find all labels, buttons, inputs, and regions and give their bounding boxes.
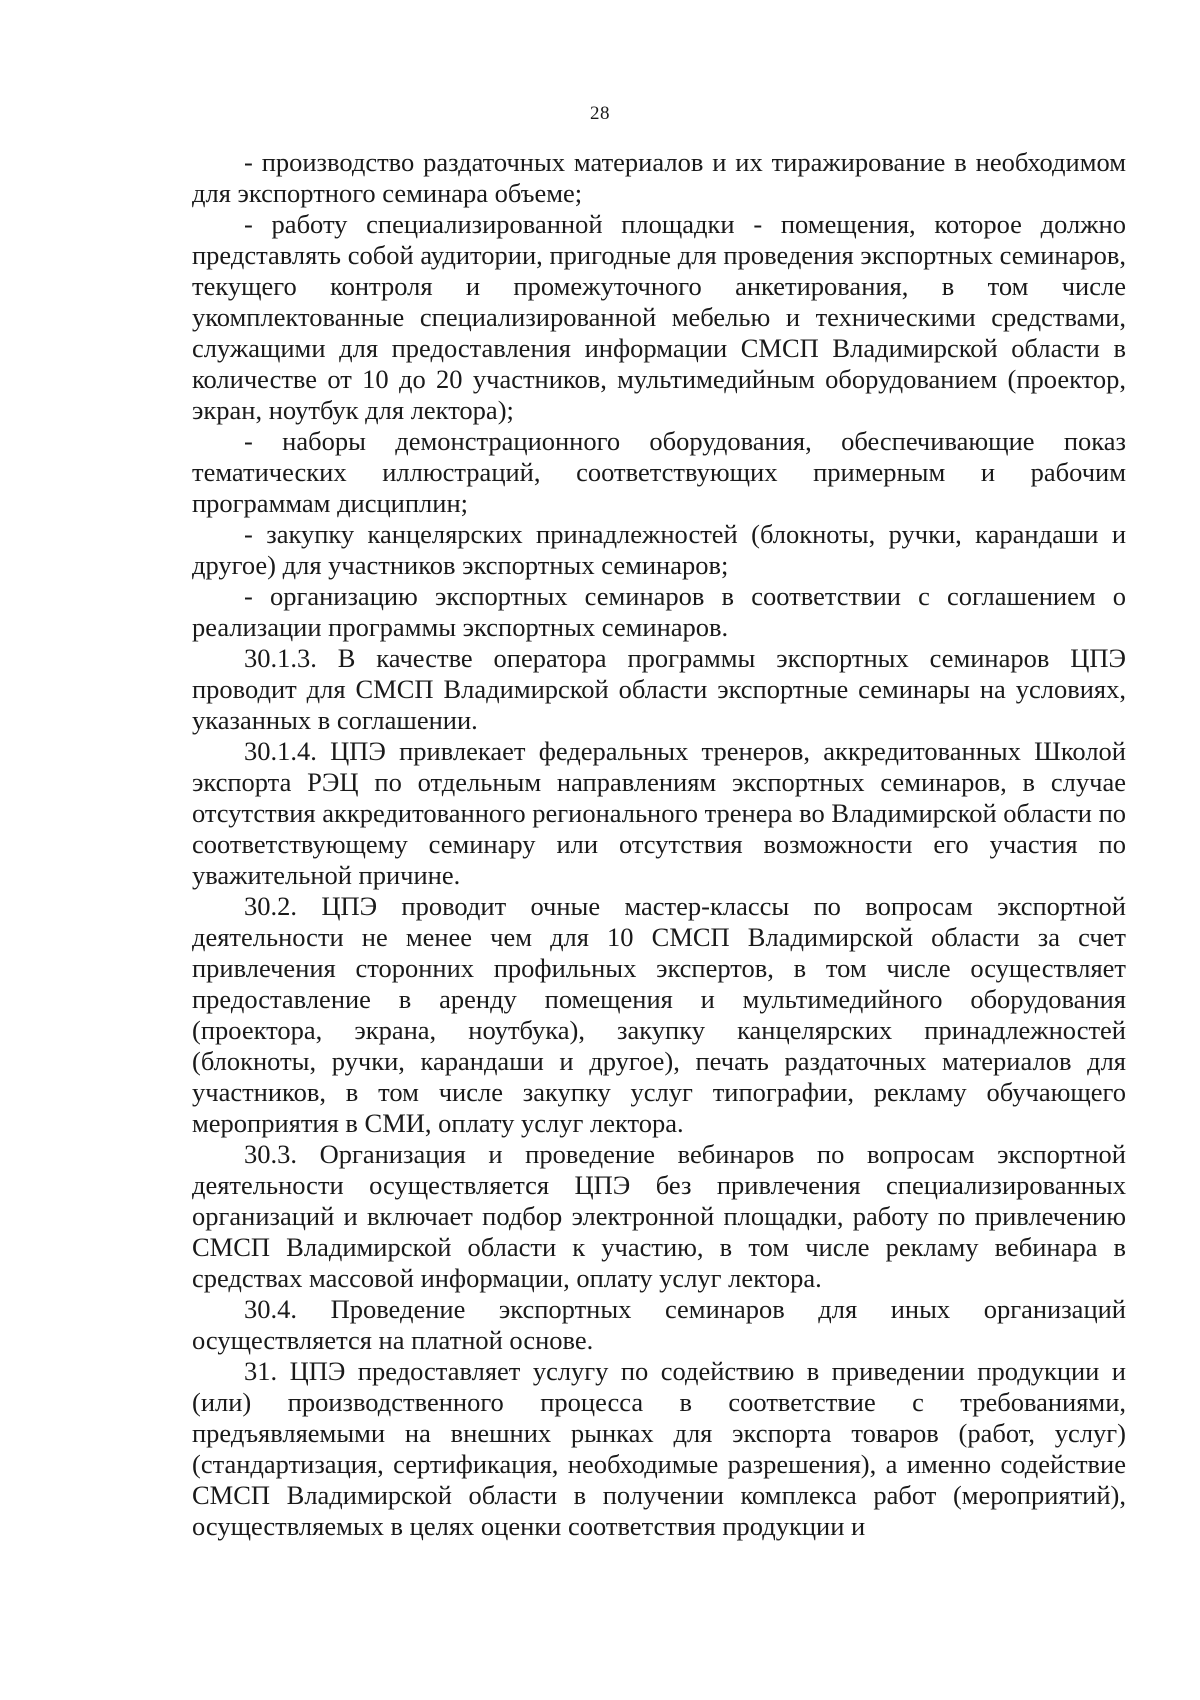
document-body	[192, 147, 1126, 1542]
paragraph-handouts: - производство раздаточных материалов и их тиражирование в необходимом для экспортного семинара объеме;	[192, 147, 1126, 208]
paragraph-30-1-4: 30.1.4. ЦПЭ привлекает федеральных тренеров, аккредитованных Школой экспорта РЭЦ по отдельным направлениям экспортных семинаров, в случае отсутствия аккредитованного регионального тренера во Владимирской области по соответствующему семинару или отсутствия возможности его участия по уважительной причине.	[192, 736, 1126, 890]
paragraph-30-2: 30.2. ЦПЭ проводит очные мастер-классы по вопросам экспортной деятельности не менее чем для 10 СМСП Владимирской области за счет привлечения сторонних профильных экспертов, в том числе осуществляет предоставление в аренду помещения и мультимедийного оборудования (проектора, экрана, ноутбука), закупку канцелярских принадлежностей (блокноты, ручки, карандаши и другое), печать раздаточных материалов для участников, в том числе закупку услуг типографии, рекламу обучающего мероприятия в СМИ, оплату услуг лектора.	[192, 891, 1126, 1138]
paragraph-31: 31. ЦПЭ предоставляет услугу по содействию в приведении продукции и (или) производственного процесса в соответствие с требованиями, предъявляемыми на внешних рынках для экспорта товаров (работ, услуг) (стандартизация, сертификация, необходимые разрешения), а именно содействие СМСП Владимирской области в получении комплекса работ (мероприятий), осуществляемых в целях оценки соответствия продукции и	[192, 1356, 1126, 1541]
paragraph-demo-equipment: - наборы демонстрационного оборудования, обеспечивающие показ тематических иллюстраций, соответствующих примерным и рабочим программам дисциплин;	[192, 426, 1126, 518]
paragraph-30-4: 30.4. Проведение экспортных семинаров для иных организаций осуществляется на платной основе.	[192, 1294, 1126, 1355]
paragraph-stationery: - закупку канцелярских принадлежностей (блокноты, ручки, карандаши и другое) для участников экспортных семинаров;	[192, 519, 1126, 580]
paragraph-venue: - работу специализированной площадки - помещения, которое должно представлять собой аудитории, пригодные для проведения экспортных семинаров, текущего контроля и промежуточного анкетирования, в том числе укомплектованные специализированной мебелью и техническими средствами, служащими для предоставления информации СМСП Владимирской области в количестве от 10 до 20 участников, мультимедийным оборудованием (проектор, экран, ноутбук для лектора);	[192, 209, 1126, 425]
paragraph-30-1-3: 30.1.3. В качестве оператора программы экспортных семинаров ЦПЭ проводит для СМСП Владимирской области экспортные семинары на условиях, указанных в соглашении.	[192, 643, 1126, 735]
paragraph-organization: - организацию экспортных семинаров в соответствии с соглашением о реализации программы экспортных семинаров.	[192, 581, 1126, 642]
paragraph-30-3: 30.3. Организация и проведение вебинаров по вопросам экспортной деятельности осуществляется ЦПЭ без привлечения специализированных организаций и включает подбор электронной площадки, работу по привлечению СМСП Владимирской области к участию, в том числе рекламу вебинара в средствах массовой информации, оплату услуг лектора.	[192, 1139, 1126, 1293]
page-number: 28	[590, 103, 610, 124]
